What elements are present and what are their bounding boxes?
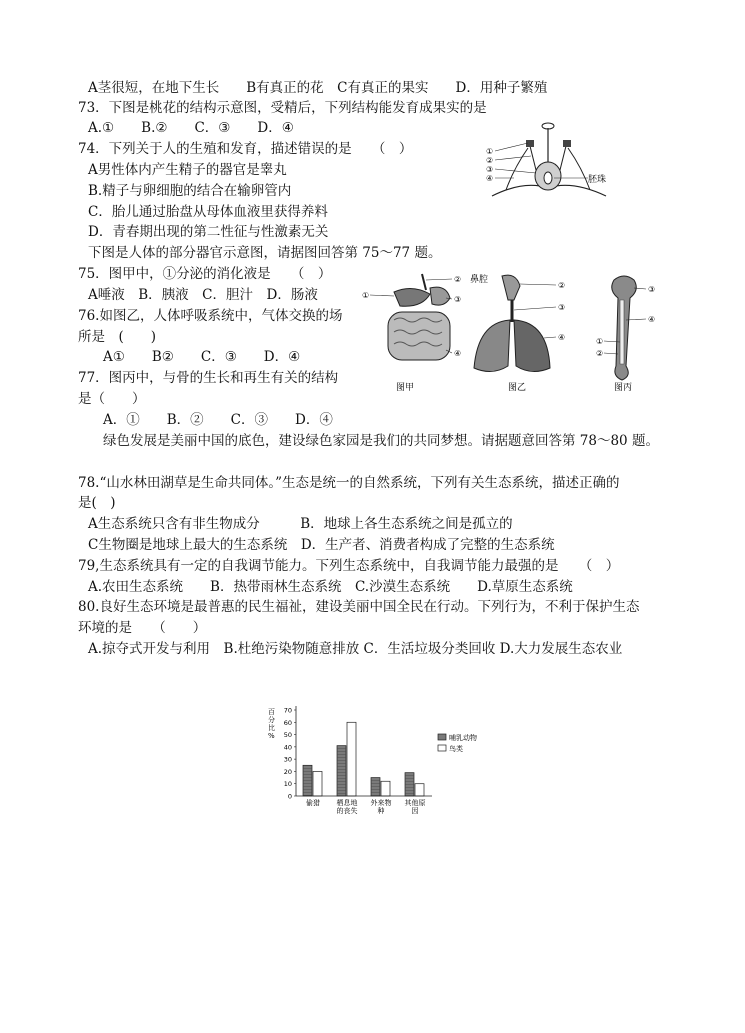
ovule — [544, 172, 552, 184]
q76-stem-cont: 所是 ( ) — [78, 329, 157, 345]
liver — [394, 288, 430, 306]
flower-marker-3: ③ — [486, 165, 494, 174]
chart-x-axis — [296, 796, 432, 815]
chart-ytick-label: 20 — [283, 767, 292, 776]
chart-legend-swatch — [438, 734, 446, 740]
yi-marker-3: ③ — [558, 303, 566, 312]
q77-options: A．① B．② C．③ D．④ — [103, 412, 333, 428]
left-lung — [474, 320, 510, 372]
esophagus — [422, 274, 426, 290]
q78-options-cd: C生物圈是地球上最大的生态系统 D．生产者、消费者构成了完整的生态系统 — [88, 537, 555, 553]
q77-stem: 77．图丙中，与骨的生长和再生有关的结构 — [78, 370, 339, 386]
bing-marker-4: ④ — [648, 315, 656, 324]
stamen-left — [530, 146, 536, 170]
bing-marker-2: ② — [596, 349, 604, 358]
caption-jia: 图甲 — [396, 383, 415, 393]
jia-marker-1: ① — [362, 291, 370, 300]
q78-options-ab: A生态系统只含有非生物成分 B．地球上各生态系统之间是孤立的 — [88, 516, 513, 532]
stamen-right — [560, 146, 566, 170]
right-lung — [514, 320, 550, 372]
chart-y-axis — [268, 706, 296, 801]
chart-ylabel: 百分比% — [268, 708, 275, 740]
q74-option-c: C．胎儿通过胎盘从母体血液里获得养料 — [88, 204, 328, 220]
chart-xtick-label: 种 — [377, 807, 385, 815]
anther-right — [563, 140, 571, 147]
chart-legend-swatch — [438, 745, 446, 751]
q79-options: A.农田生态系统 B．热带雨林生态系统 C.沙漠生态系统 D.草原生态系统 — [88, 579, 573, 595]
section-intro: 绿色发展是美丽中国的底色，建设绿色家园是我们的共同梦想。请据题意回答第 78～80 题。 — [103, 433, 659, 449]
flower-marker-4: ④ — [486, 174, 494, 183]
jia-marker-2: ② — [454, 275, 462, 284]
chart-bar — [303, 765, 312, 796]
yi-marker-2: ② — [558, 281, 566, 290]
chart-bar — [405, 773, 414, 796]
bone-structure — [596, 276, 655, 393]
petal-right — [568, 148, 590, 190]
bing-marker-3: ③ — [648, 285, 656, 294]
q75-options: A唾液 B．胰液 C．胆汁 D．肠液 — [88, 287, 318, 303]
chart-bar — [313, 771, 322, 796]
chart-bar — [371, 778, 380, 796]
chart-ytick-label: 50 — [283, 731, 292, 740]
chart-legend-label: 鸟类 — [449, 745, 463, 753]
organ-figure — [360, 270, 675, 395]
jia-marker-3: ③ — [454, 295, 462, 304]
chart-legend-label: 哺乳动物 — [449, 734, 477, 742]
chart-bar — [337, 746, 346, 796]
respiratory-system — [470, 273, 565, 393]
jia-marker-4: ④ — [454, 349, 462, 358]
chart-ytick-label: 70 — [283, 706, 292, 715]
q78-stem-cont: 是( ) — [78, 495, 116, 511]
q80-options: A.掠夺式开发与利用 B.杜绝污染物随意排放 C．生活垃圾分类回收 D.大力发展生态农业 — [88, 641, 623, 657]
chart-legend — [438, 733, 477, 753]
q74-option-b: B.精子与卵细胞的结合在输卵管内 — [88, 183, 292, 199]
chart-xtick-label: 其他原 — [404, 799, 426, 807]
yi-marker-4: ④ — [558, 333, 566, 342]
chart-bar — [381, 781, 390, 796]
q78-stem: 78.“山水林田湖草是生命共同体。”生态是统一的自然系统，下列有关生态系统，描述正确的 — [78, 475, 620, 491]
chart-ytick-label: 10 — [283, 780, 292, 789]
marrow-cavity — [620, 300, 624, 364]
chart-xtick-label: 外来物 — [370, 799, 392, 807]
flower-marker-1: ① — [486, 147, 494, 156]
figure-intro: 下图是人体的部分器官示意图，请据图回答第 75～77 题。 — [88, 245, 442, 261]
chart-bar — [347, 722, 356, 796]
extinction-causes-chart — [262, 700, 502, 820]
q73-options: A.① B.② C．③ D．④ — [88, 120, 294, 136]
caption-yi: 图乙 — [508, 383, 527, 393]
q74-option-a: A男性体内产生精子的器官是睾丸 — [88, 162, 287, 178]
q76-options: A① B② C．③ D．④ — [103, 349, 301, 365]
ovule-label: 胚珠 — [588, 175, 607, 185]
chart-xtick-label: 偷猎 — [306, 799, 320, 807]
q80-stem-cont: 环境的是 （ ） — [78, 620, 207, 636]
petal-left — [506, 148, 528, 190]
chart-ytick-label: 60 — [283, 718, 292, 727]
flower-marker-2: ② — [486, 156, 494, 165]
q73-stem: 73．下图是桃花的结构示意图，受精后，下列结构能发育成果实的是 — [78, 100, 487, 116]
q74-option-d: D．青春期出现的第二性征与性激素无关 — [88, 224, 329, 240]
q80-stem: 80.良好生态环境是最普惠的民生福祉，建设美丽中国全民在行动。下列行为，不利于保护生态 — [78, 599, 640, 615]
bing-marker-1: ① — [596, 337, 604, 346]
digestive-system — [362, 274, 461, 393]
q79-stem: 79,生态系统具有一定的自我调节能力。下列生态系统中，自我调节能力最强的是 （ ） — [78, 558, 620, 574]
peach-flower-figure — [484, 118, 614, 206]
q77-stem-cont: 是（ ） — [78, 391, 146, 407]
head-airway — [502, 275, 520, 300]
chart-xtick-label: 栖息地 — [336, 799, 358, 807]
stomach — [430, 287, 450, 305]
q72-options: A茎很短，在地下生长 B有真正的花 C有真正的果实 D．用种子繁殖 — [88, 80, 548, 96]
chart-xtick-label: 因 — [411, 807, 419, 815]
caption-bing: 图丙 — [614, 383, 633, 393]
chart-bar — [415, 784, 424, 796]
q75-stem: 75．图甲中，①分泌的消化液是 （ ） — [78, 266, 332, 282]
chart-bars — [303, 722, 424, 796]
chart-ytick-label: 40 — [283, 743, 292, 752]
chart-ytick-label: 0 — [287, 792, 292, 801]
q76-stem: 76.如图乙，人体呼吸系统中，气体交换的场 — [78, 308, 343, 324]
chart-xtick-label: 的丧失 — [336, 807, 358, 815]
nasal-label: 鼻腔 — [470, 275, 489, 285]
q74-stem: 74．下列关于人的生殖和发育，描述错误的是 （ ） — [78, 141, 413, 157]
chart-ytick-label: 30 — [283, 755, 292, 764]
